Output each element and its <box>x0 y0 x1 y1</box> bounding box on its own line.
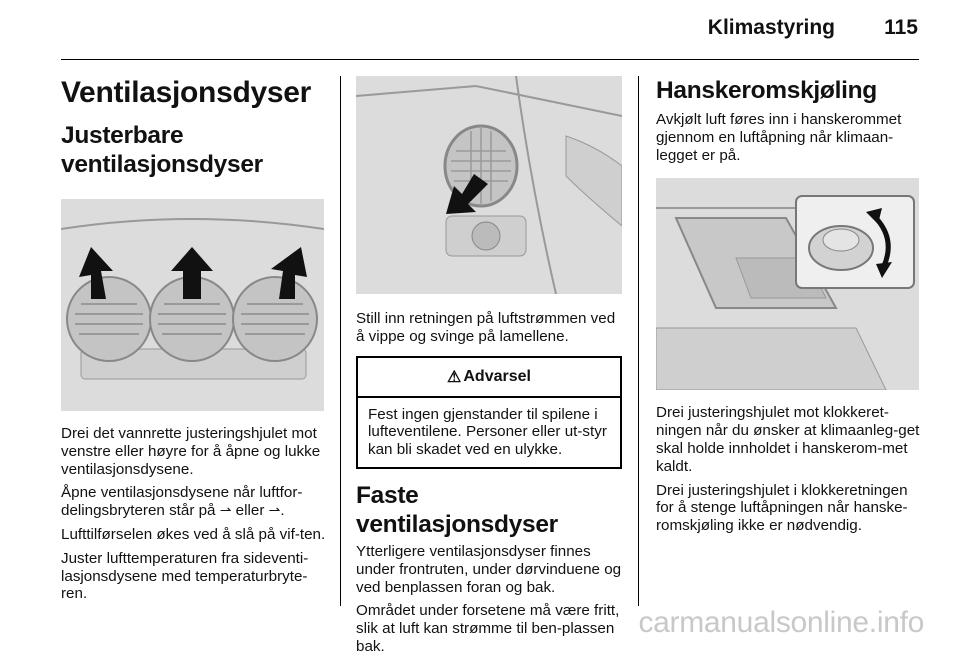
side-vent-figure <box>356 76 622 294</box>
header-rule <box>61 59 919 60</box>
paragraph-2: Åpne ventilasjonsdysene når luftfor-delingsbryteren står på ⇀ eller ⇀. <box>61 484 303 520</box>
warning-icon: ⚠ <box>447 368 462 386</box>
paragraph-1: Drei det vannrette justeringshjulet mot venstre eller høyre for å åpne og lukke ventilasjonsdysene. <box>61 425 321 478</box>
warning-text: Fest ingen gjenstander til spilene i lufteventilene. Personer eller ut-styr kan bli skadet ved en ulykke. <box>368 405 607 459</box>
watermark: carmanualsonline.info <box>638 606 924 639</box>
subheading-line2: ventilasjonsdyser <box>61 151 263 178</box>
paragraph-4: Juster lufttemperaturen fra sideventi-lasjonsdysene med temperaturbryte-ren. <box>61 549 309 603</box>
warning-box <box>356 356 622 469</box>
glovebox-illustration <box>656 178 919 390</box>
paragraph-1: Avkjølt luft føres inn i hanskerommet gjennom en luftåpning når klimaan-legget er på. <box>656 111 902 164</box>
section-title: Klimastyring <box>707 16 835 39</box>
paragraph-1: Still inn retningen på luftstrømmen ved å vippe og svinge på lamellene. <box>356 310 616 345</box>
paragraph-3: Drei justeringshjulet i klokkeretningen for å stenge luftåpningen når hanske-romskjøling ikke er nødvendig. <box>656 481 908 535</box>
warning-title: Advarsel <box>463 367 531 385</box>
page-header <box>0 0 960 54</box>
paragraph-3: Lufttilførselen økes ved å slå på vif-ten. <box>61 525 326 543</box>
glovebox-figure <box>656 178 919 390</box>
subheading-line1: Justerbare <box>61 122 184 149</box>
paragraph-2: Ytterligere ventilasjonsdyser finnes under frontruten, under dørvinduene og ved benplassen foran og bak. <box>356 542 622 596</box>
page-number: 115 <box>884 16 918 39</box>
side-vent-illustration <box>356 76 622 294</box>
feet-defrost-airflow-icon: ⇀ <box>268 502 281 519</box>
column-1 <box>61 70 326 609</box>
main-heading: Ventilasjonsdyser <box>61 76 312 109</box>
column-2 <box>356 70 622 662</box>
paragraph-2: Drei justeringshjulet mot klokkeret-ningen når du ønsker at klimaanleg-get skal holde innholdet i hanskerom-met kaldt. <box>656 404 920 475</box>
column-divider-1 <box>340 76 341 606</box>
vents-illustration <box>61 199 324 411</box>
column-divider-2 <box>638 76 639 606</box>
glovebox-cooling-heading: Hanskeromskjøling <box>656 77 877 104</box>
fixed-vents-heading: Faste ventilasjonsdyser <box>356 481 558 538</box>
paragraph-3: Området under forsetene må være fritt, slik at luft kan strømme til ben-plassen bak. <box>356 602 620 655</box>
column-3 <box>656 70 924 541</box>
adjustable-vents-figure <box>61 199 324 411</box>
feet-airflow-icon: ⇀ <box>219 502 232 519</box>
warning-header <box>358 358 620 398</box>
